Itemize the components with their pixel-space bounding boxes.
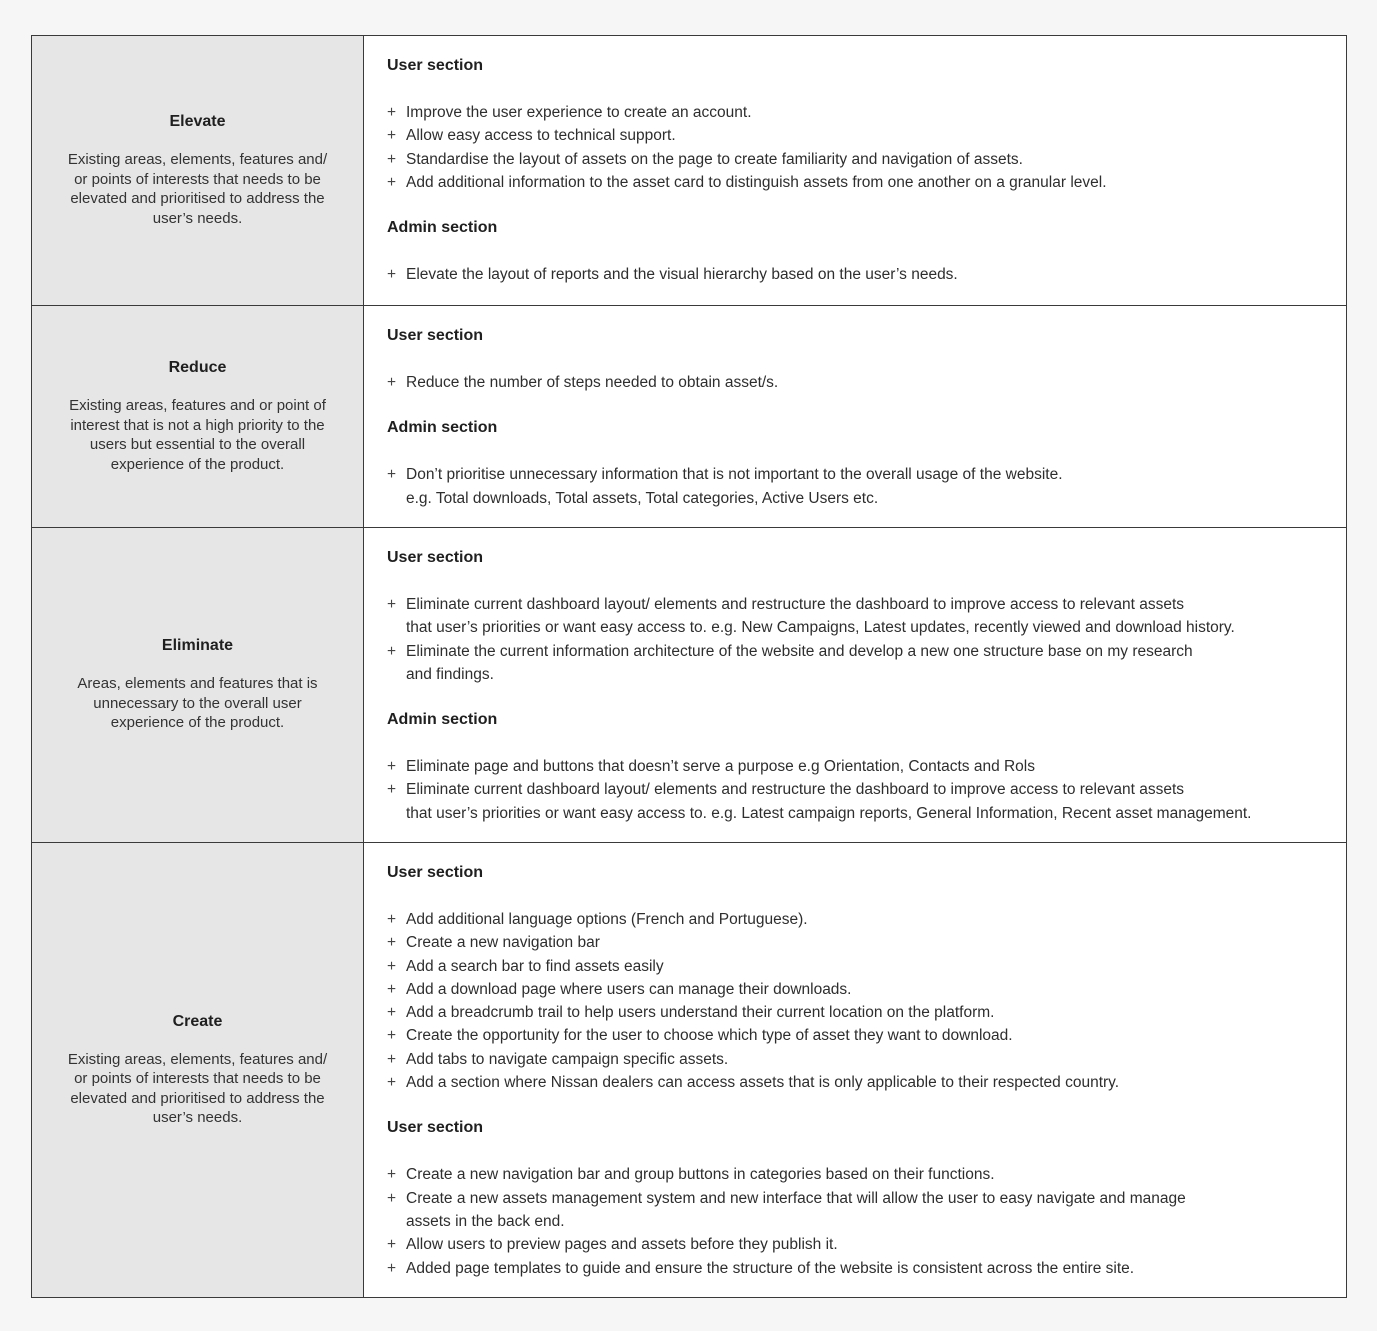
- section-heading: Admin section: [387, 219, 498, 237]
- list-item: [387, 1071, 1324, 1094]
- list-item-text: Eliminate current dashboard layout/ elements and restructure the dashboard to improve access to relevant assets that user’s priorities or want easy access to. e.g. New Campaigns, Latest updates, recently viewed and download history.: [406, 596, 1235, 637]
- section-heading: User section: [387, 327, 484, 344]
- plus-icon: +: [387, 781, 397, 799]
- row-content-cell: [364, 528, 1346, 842]
- list-item-text: Reduce the number of steps needed to obtain asset/s.: [406, 374, 779, 391]
- bullet-list: [387, 1163, 1324, 1279]
- plus-icon: +: [387, 150, 397, 168]
- bullet-list: [387, 908, 1324, 1094]
- list-item: [387, 908, 1324, 931]
- list-item: [387, 101, 1324, 124]
- plus-icon: +: [387, 173, 397, 191]
- row-content-cell: [364, 843, 1346, 1297]
- list-item: [387, 124, 1324, 147]
- table-row-eliminate: [32, 527, 1346, 842]
- list-item: [387, 263, 1324, 286]
- plus-icon: +: [387, 1259, 397, 1277]
- list-item-text: Added page templates to guide and ensure the structure of the website is consistent across the entire site.: [406, 1259, 1135, 1277]
- list-item-text: Allow easy access to technical support.: [406, 127, 676, 145]
- list-item: [387, 931, 1324, 954]
- strategy-table: [31, 35, 1347, 1298]
- bullet-list: [387, 755, 1324, 825]
- plus-icon: +: [387, 1166, 397, 1184]
- row-title: Eliminate: [161, 637, 234, 655]
- plus-icon: +: [387, 980, 397, 998]
- list-item: [387, 1048, 1324, 1071]
- plus-icon: +: [387, 1004, 397, 1022]
- row-label-cell: [32, 528, 364, 842]
- plus-icon: +: [387, 1027, 397, 1045]
- list-item: [387, 593, 1324, 640]
- bullet-list: [387, 371, 1324, 394]
- list-item: [387, 978, 1324, 1001]
- plus-icon: +: [387, 1074, 397, 1092]
- list-item: [387, 1163, 1324, 1186]
- list-item-text: Elevate the layout of reports and the visual hierarchy based on the user’s needs.: [406, 266, 958, 284]
- list-item: [387, 1233, 1324, 1256]
- list-item: [387, 171, 1324, 194]
- list-item-text: Add a download page where users can manage their downloads.: [406, 980, 852, 998]
- row-description: Areas, elements and features that is unnecessary to the overall user experience of the product.: [77, 675, 318, 732]
- plus-icon: +: [387, 266, 397, 284]
- list-item: [387, 463, 1324, 510]
- list-item-text: Don’t prioritise unnecessary information that is not important to the overall usage of the website. e.g. Total downloads, Total assets, Total categories, Active Users etc.: [406, 466, 1063, 507]
- table-row-elevate: [32, 36, 1346, 305]
- list-item: [387, 1024, 1324, 1047]
- row-description: Existing areas, features and or point of interest that is not a high priority to the users but essential to the overall experience of the product.: [69, 397, 326, 473]
- plus-icon: +: [387, 1189, 397, 1207]
- table-row-reduce: [32, 305, 1346, 527]
- list-item-text: Eliminate current dashboard layout/ elements and restructure the dashboard to improve access to relevant assets that user’s priorities or want easy access to. e.g. Latest campaign reports, General Information, Recent asset management.: [406, 781, 1252, 822]
- list-item-text: Create the opportunity for the user to choose which type of asset they want to download.: [406, 1027, 1013, 1045]
- list-item-text: Add a breadcrumb trail to help users understand their current location on the platform.: [406, 1004, 995, 1022]
- bullet-list: [387, 101, 1324, 194]
- row-label-cell: [32, 306, 364, 527]
- bullet-list: [387, 263, 1324, 286]
- list-item-text: Create a new assets management system and new interface that will allow the user to easy navigate and manage assets in the back end.: [406, 1189, 1186, 1230]
- row-description: Existing areas, elements, features and/ or points of interests that needs to be elevated and prioritised to address the user’s needs.: [67, 1050, 328, 1126]
- plus-icon: +: [387, 957, 397, 975]
- list-item: [387, 1187, 1324, 1234]
- list-item-text: Add additional language options (French and Portuguese).: [406, 911, 808, 928]
- list-item: [387, 371, 1324, 394]
- row-title: Reduce: [168, 359, 227, 376]
- plus-icon: +: [387, 596, 397, 613]
- plus-icon: +: [387, 642, 397, 660]
- plus-icon: +: [387, 1050, 397, 1068]
- row-title: Elevate: [169, 113, 226, 130]
- list-item-text: Allow users to preview pages and assets before they publish it.: [406, 1236, 838, 1254]
- row-label-cell: [32, 843, 364, 1297]
- list-item: [387, 755, 1324, 778]
- row-content-cell: [364, 306, 1346, 527]
- plus-icon: +: [387, 466, 397, 484]
- list-item-text: Standardise the layout of assets on the page to create familiarity and navigation of assets.: [406, 150, 1023, 168]
- list-item: [387, 148, 1324, 171]
- list-item-text: Add tabs to navigate campaign specific assets.: [406, 1050, 729, 1068]
- list-item-text: Improve the user experience to create an account.: [406, 104, 752, 121]
- row-label-cell: [32, 36, 364, 305]
- bullet-list: [387, 463, 1324, 510]
- section-heading: User section: [387, 864, 484, 881]
- list-item-text: Eliminate page and buttons that doesn’t serve a purpose e.g Orientation, Contacts and Rols: [406, 758, 1035, 776]
- table-row-create: [32, 842, 1346, 1297]
- row-description: Existing areas, elements, features and/ or points of interests that needs to be elevated and prioritised to address the user’s needs.: [67, 151, 328, 227]
- list-item: [387, 1001, 1324, 1024]
- list-item: [387, 955, 1324, 978]
- row-title: Create: [172, 1012, 223, 1030]
- section-heading: Admin section: [387, 419, 498, 437]
- list-item-text: Eliminate the current information architecture of the website and develop a new one structure base on my research and findings.: [406, 642, 1193, 683]
- plus-icon: +: [387, 374, 397, 391]
- plus-icon: +: [387, 1236, 397, 1254]
- plus-icon: +: [387, 127, 397, 145]
- plus-icon: +: [387, 934, 397, 952]
- plus-icon: +: [387, 758, 397, 776]
- row-content-cell: [364, 36, 1346, 305]
- section-heading: Admin section: [387, 711, 498, 729]
- list-item-text: Add a section where Nissan dealers can access assets that is only applicable to their respected country.: [406, 1074, 1120, 1092]
- list-item: [387, 640, 1324, 687]
- plus-icon: +: [387, 104, 397, 121]
- list-item-text: Add additional information to the asset card to distinguish assets from one another on a granular level.: [406, 173, 1107, 191]
- list-item: [387, 778, 1324, 825]
- section-heading: User section: [387, 1119, 484, 1137]
- list-item-text: Add a search bar to find assets easily: [406, 957, 664, 975]
- section-heading: User section: [387, 57, 484, 74]
- bullet-list: [387, 593, 1324, 686]
- section-heading: User section: [387, 549, 484, 566]
- list-item-text: Create a new navigation bar: [406, 934, 600, 952]
- plus-icon: +: [387, 911, 397, 928]
- list-item: [387, 1257, 1324, 1280]
- list-item-text: Create a new navigation bar and group buttons in categories based on their functions.: [406, 1166, 995, 1184]
